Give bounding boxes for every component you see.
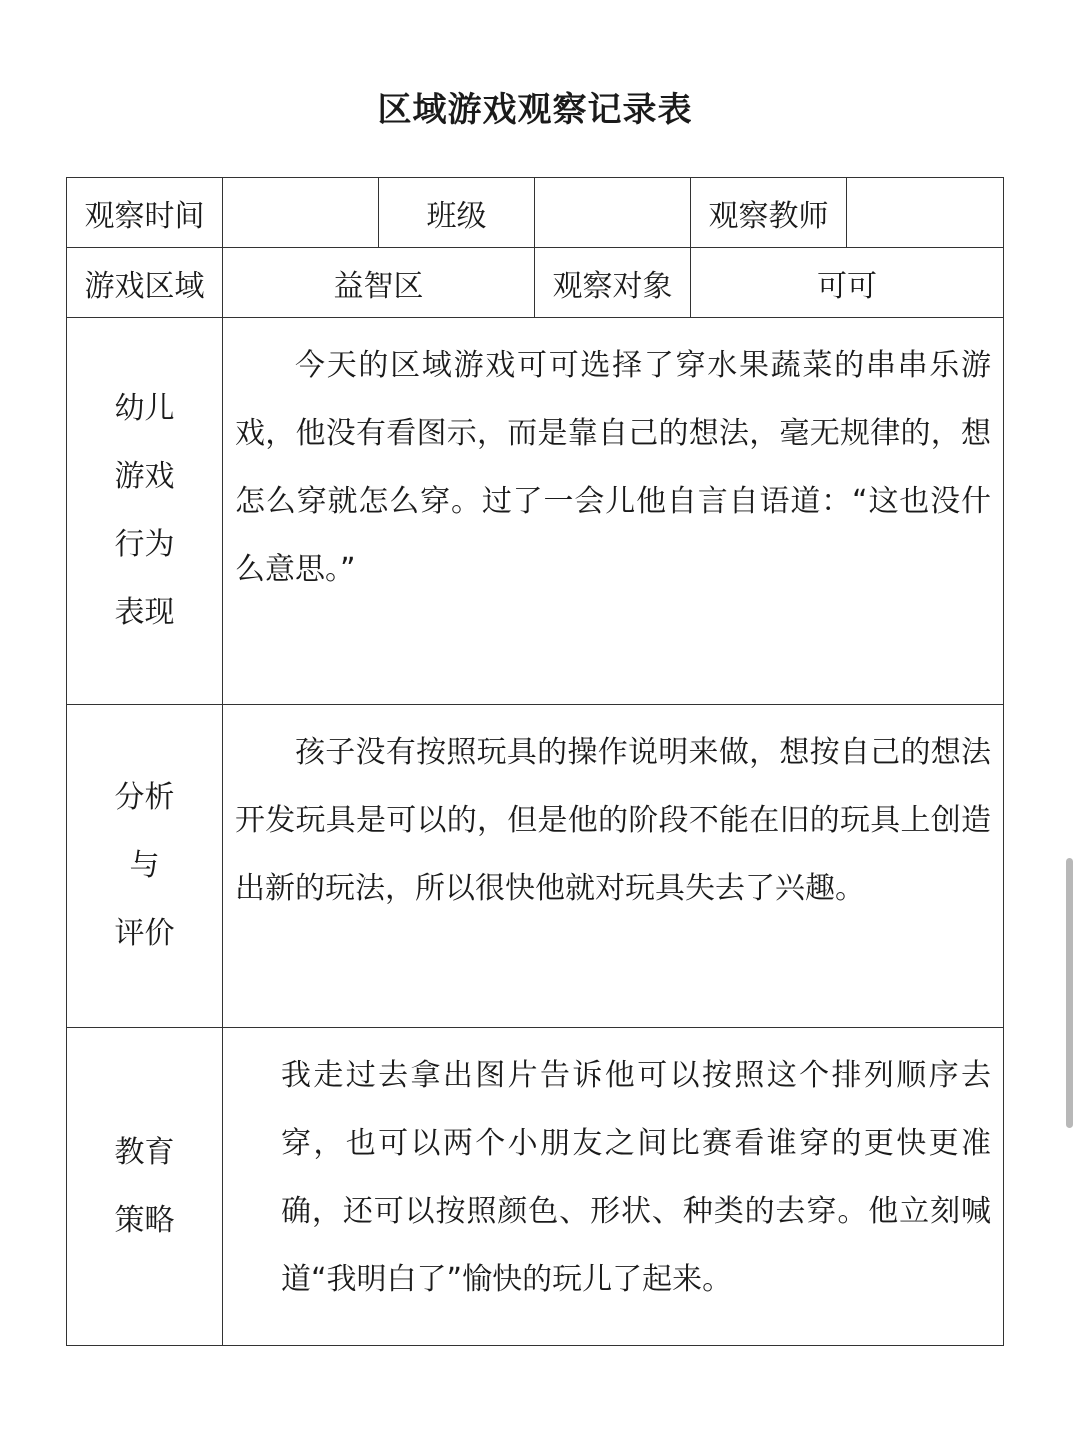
label-game-area: 游戏区域: [67, 248, 223, 318]
label-observing-teacher: 观察教师: [691, 178, 847, 248]
label-behavior-line: 行为: [114, 527, 175, 562]
table-row: [67, 178, 1004, 248]
value-game-area: 益智区: [223, 248, 535, 318]
label-observation-time: 观察时间: [67, 178, 223, 248]
behavior-text: 今天的区域游戏可可选择了穿水果蔬菜的串串乐游戏，他没有看图示，而是靠自己的想法，毫无规律的，想怎么穿就怎么穿。过了一会儿他自言自语道：“这也没什么意思。”: [223, 318, 1004, 705]
observation-record-table: [66, 177, 1004, 1346]
value-observed-child: 可可: [691, 248, 1004, 318]
value-class[interactable]: [535, 178, 691, 248]
label-analysis-line: 分析: [114, 780, 175, 815]
analysis-text: 孩子没有按照玩具的操作说明来做，想按自己的想法开发玩具是可以的，但是他的阶段不能在旧的玩具上创造出新的玩法，所以很快他就对玩具失去了兴趣。: [223, 705, 1004, 1028]
label-strategy-line: 策略: [114, 1202, 175, 1238]
label-observed-child: 观察对象: [535, 248, 691, 318]
label-analysis: [67, 705, 223, 1028]
table-row: [67, 248, 1004, 318]
label-analysis-line: 评价: [114, 916, 175, 951]
table-row: [67, 1028, 1004, 1346]
label-strategy-line: 教育: [114, 1134, 175, 1170]
strategy-text: 我走过去拿出图片告诉他可以按照这个排列顺序去穿，也可以两个小朋友之间比赛看谁穿的更快更准确，还可以按照颜色、形状、种类的去穿。他立刻喊道“我明白了”愉快的玩儿了起来。: [223, 1028, 1004, 1346]
scrollbar-thumb[interactable]: [1066, 858, 1073, 1128]
table-row: [67, 705, 1004, 1028]
document-title: 区域游戏观察记录表: [377, 90, 693, 130]
label-analysis-line: 与: [129, 848, 160, 883]
value-observing-teacher[interactable]: [847, 178, 1004, 248]
table-row: [67, 318, 1004, 705]
value-observation-time[interactable]: [223, 178, 379, 248]
label-strategy: [67, 1028, 223, 1346]
label-behavior-line: 幼儿: [114, 391, 175, 426]
label-behavior-line: 游戏: [114, 459, 175, 494]
label-behavior-line: 表现: [114, 595, 175, 630]
label-behavior: [67, 318, 223, 705]
label-class: 班级: [379, 178, 535, 248]
